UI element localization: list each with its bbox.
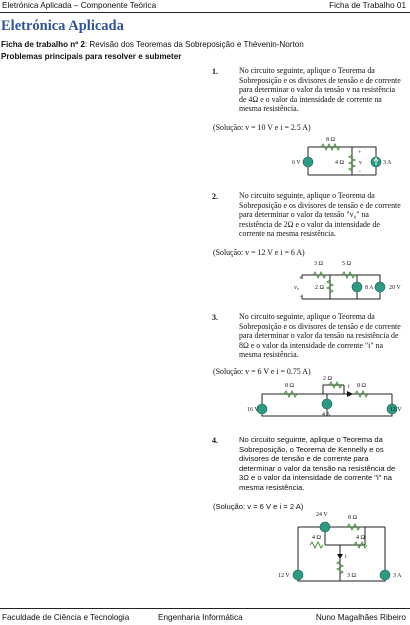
p4-r-r-label: 4 Ω (356, 535, 365, 541)
p3-i-src-label: 4 A (322, 412, 331, 418)
problem-2-number: 2. (212, 192, 218, 201)
header-right: Ficha de Trabalho 01 (329, 1, 406, 10)
p3-r-right-label: 8 Ω (357, 383, 366, 389)
p4-v-top-label: 24 V (316, 512, 328, 518)
p3-r-left-label: 8 Ω (285, 383, 294, 389)
subtitle-bold: Ficha de trabalho nº 2 (1, 40, 85, 49)
problem-1-solution: (Solução: v = 10 V e i = 2.5 A) (213, 123, 311, 132)
problem-3-number: 3. (212, 313, 218, 322)
p1-r-top-label: 8 Ω (326, 137, 335, 143)
p4-i-label: i (345, 554, 347, 560)
problem-3-circuit (247, 374, 405, 419)
p2-r1-label: 3 Ω (314, 261, 323, 267)
problem-4-circuit (270, 509, 405, 587)
problem-1-circuit (280, 134, 405, 184)
problem-4-solution: (Solução: v = 6 V e i = 2 A) (213, 502, 304, 511)
p2-i-src-label: 8 A (365, 285, 374, 291)
problem-4-number: 4. (212, 436, 218, 445)
footer-left: Faculdade de Ciência e Tecnologia (2, 613, 130, 622)
p4-v-left-label: 12 V (278, 573, 290, 579)
header-left: Eletrónica Aplicada – Componente Teórica (2, 1, 157, 10)
document-title: Eletrónica Aplicada (1, 18, 124, 34)
problem-3-text: No circuito seguinte, aplique o Teorema da Sobreposição e os divisores de tensão e de corrente para determinar o valor da tensão na resistência de 8Ω e o valor da intensidade de corrente "i" na mesma resistência. (239, 312, 401, 360)
p3-v-left-label: 16 V (247, 407, 259, 413)
p4-r-mid-label: 3 Ω (347, 573, 356, 579)
footer-right: Nuno Magalhães Ribeiro (315, 613, 406, 622)
p3-i-label: i (348, 384, 350, 390)
problem-3-solution: (Solução: v = 6 V e i = 0.75 A) (213, 367, 311, 376)
p3-r-top-label: 2 Ω (323, 376, 332, 382)
p1-plus-label: + (358, 150, 362, 156)
p1-i-src-label: 3 A (383, 160, 392, 166)
p2-minus-label: − (299, 294, 303, 300)
p2-v-src-label: 20 V (389, 285, 401, 291)
p2-plus-label: + (299, 276, 303, 282)
worksheet-subtitle (1, 40, 304, 49)
problem-1-text: No circuito seguinte, aplique o Teorema da Sobreposição e os divisores de tensão e de corrente para determinar o valor da tensão v na resistência de 4Ω e o valor da intensidade de corrente na mesma resistência. (239, 66, 401, 114)
p2-r2-label: 5 Ω (342, 261, 351, 267)
header-rule (0, 12, 410, 13)
problem-4-text: No circuito seguinte, aplique o Teorema da Sobreposição, o Teorema de Kennelly e os divisores de tensão e de corrente para determinar o valor da tensão na resistência de 3Ω e o valor da intensidade de corrente "i" na mesma resistência. (239, 435, 396, 492)
p1-minus-label: − (358, 169, 362, 175)
p4-r-l-label: 4 Ω (312, 535, 321, 541)
problem-2-solution: (Solução: v = 12 V e i = 6 A) (213, 248, 305, 257)
p4-r-top-label: 8 Ω (348, 515, 357, 521)
problem-1-number: 1. (212, 67, 218, 76)
p2-vo-label: v₀ (294, 285, 300, 291)
section-heading: Problemas principais para resolver e submeter (1, 52, 182, 61)
p2-r3-label: 2 Ω (315, 285, 324, 291)
subtitle-rest: : Revisão dos Teoremas da Sobreposição e Thévenin-Norton (84, 40, 304, 49)
p1-r-mid-label: 4 Ω (335, 160, 344, 166)
p3-v-right-label: 12 V (390, 407, 402, 413)
p1-v-src-label: 6 V (292, 160, 301, 166)
footer-rule (0, 608, 410, 609)
p1-v-label: v (359, 160, 362, 166)
problem-2-circuit (290, 257, 405, 302)
problem-2-text: No circuito seguinte, aplique o Teorema da Sobreposição e os divisores de tensão e de corrente para determinar o valor da tensão "v₀" na resistência de 2Ω e o valor da intensidade de corrente na mesma resistência. (239, 191, 401, 239)
p4-i-src-label: 3 A (393, 573, 402, 579)
footer-center: Engenharia Informática (158, 613, 243, 622)
